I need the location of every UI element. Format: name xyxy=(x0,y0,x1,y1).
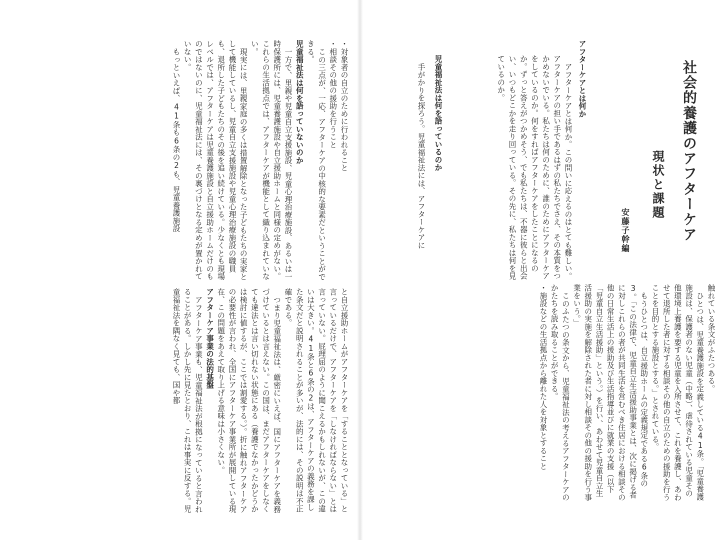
reality-text: 現実には、里親家庭の多くは措置解除となった子どもたちの実家として機能しているし、児童自立支援施設や児童心理治療施設の職員も、退所した子どもたちのその後を追い続けている。少なくとも現場レベルでは、アフターケアは児童養護施設と自立援助ホームだけのものではないのに、児童福祉法には、その裏づけとなる定めが置かれていない。 xyxy=(183,40,249,281)
further-text: もっといえば、41条も6条の2も、児童養護施設 xyxy=(171,47,181,232)
state-obligation-text: つまり児童福祉法は、厳密にいえば、国にアフターケアを義務づけているとは言えない。この国は、まだアフターケアをしなくても違法とは言い切れない状態にある（養護でなかったかどうかは検討に値するが、ここでは割愛する。）。折に触れアフターケアの必要性が言われ、全国にアフターケア事業所が展開している現在、この問題をあえて取り上げる意味は小さくない。 xyxy=(216,288,282,513)
law-intro-paragraph xyxy=(405,55,427,280)
law-articles-column xyxy=(411,284,717,502)
element-bullet-2: ・対象者の自立のために行われること xyxy=(340,40,349,172)
element-bullet-1: ・施設などの生活拠点から離れた人を対象とすること xyxy=(538,284,548,470)
law-articles-lead: 触れている条文がふたつある。 xyxy=(707,284,716,393)
article-author: 安藤子幹編 xyxy=(621,208,630,253)
article-6-3-text: もうひとつは、自立援助ホームの定義規定である6条の3。「この法律で、児童自立生活援助事業とは、次に掲げる者に対しこれらの者が共同生活を営むべき住居における相談その他の日常生活上の援助及び生活指導並びに就業の支援（以下「児童自立生活援助」という。）を行い、あわせて児童自立生活援助の実施を解除された者に対し相談その他の援助を行う事業をいう。」 xyxy=(572,284,649,501)
section-heading-what-law-says: 児童福祉法は何を語っているのか xyxy=(434,55,443,172)
foster-care-text: 一方で、里親や児童自立支援施設、児童心理治療施設、あるいは一時保護所には、児童養護施設や自立援助ホームと同様の定めがない。これらの生活拠点では、アフターケアが機能として織り込まれていない。 xyxy=(250,40,293,281)
section-heading-legal-basis: アフターケア事業の法的基盤 xyxy=(205,288,215,389)
element-bullet-3: ・相談その他の援助を行うこと xyxy=(328,40,338,149)
left-top-column xyxy=(40,40,350,282)
core-elements-text: この三点が、一応、アフターケアの中核的な要素だということができる。 xyxy=(306,40,327,280)
left-bottom-column xyxy=(40,288,350,514)
aftercare-form-text: このふたつの条文から、児童福祉法の考えるアフターケアのかたちを読み取ることができる。 xyxy=(550,284,571,501)
intro-paragraph xyxy=(462,55,574,280)
article-41-text: ひとつは、児童養護施設を定義している41条。「児童養護施設は、保護者のない児童（中略）、虐待されている児童その他環境上養護を要する児童を入所させて、これを養護し、あわせて退所した者に対する相談その他の自立のための援助を行うことを目的とする施設とする。」とされている。 xyxy=(650,284,705,501)
article-title: 社会的養護のアフターケア xyxy=(681,60,697,243)
page-gutter xyxy=(357,0,363,540)
law-intro-text: 手がかりを探ろう。児童福祉法には、アフターケアに xyxy=(417,62,426,249)
section-heading-aftercare: アフターケアとは何か xyxy=(578,40,587,118)
article-subtitle: 現状と課題 xyxy=(651,150,665,220)
section-heading-what-law-omits: 児童福祉法は何を語っていないのか xyxy=(295,40,305,164)
intro-text: アフターケアとは何か。この問いに応えるのはとても難しい。アフターケアの担い手であるはずの私たちでさえ、その本質をつかめないでいる。私たちは何のために、誰のためにアフターケアをしているのか。何をすればアフターケアをしたことになるのか。ずっと答えがつかめそう、でも私たちは、不器に彼らと出会い、いつもどこかを走り回っている。その先に、私たちは何を見ているのか。 xyxy=(496,55,573,280)
legal-basis-text: アフターケア事業も、児童福祉法が根拠になっていると言われることがある。しかし先に見たとおり、これは事実に反する。児童福祉法を隅なく見ても、国や都 xyxy=(171,288,204,513)
obligation-text: と自立援助ホームがアフターケアを「することとなっている」と言っているだけで、アフターケアを「しなければならない」とは言っていない。屁理屈のように聞こえるかもしれないが、この違いは大きい。41条と6条の2は、アフターケアの義務を課した条文だと説明されることが多いが、法的には、その説明は不正確である。 xyxy=(283,288,349,513)
